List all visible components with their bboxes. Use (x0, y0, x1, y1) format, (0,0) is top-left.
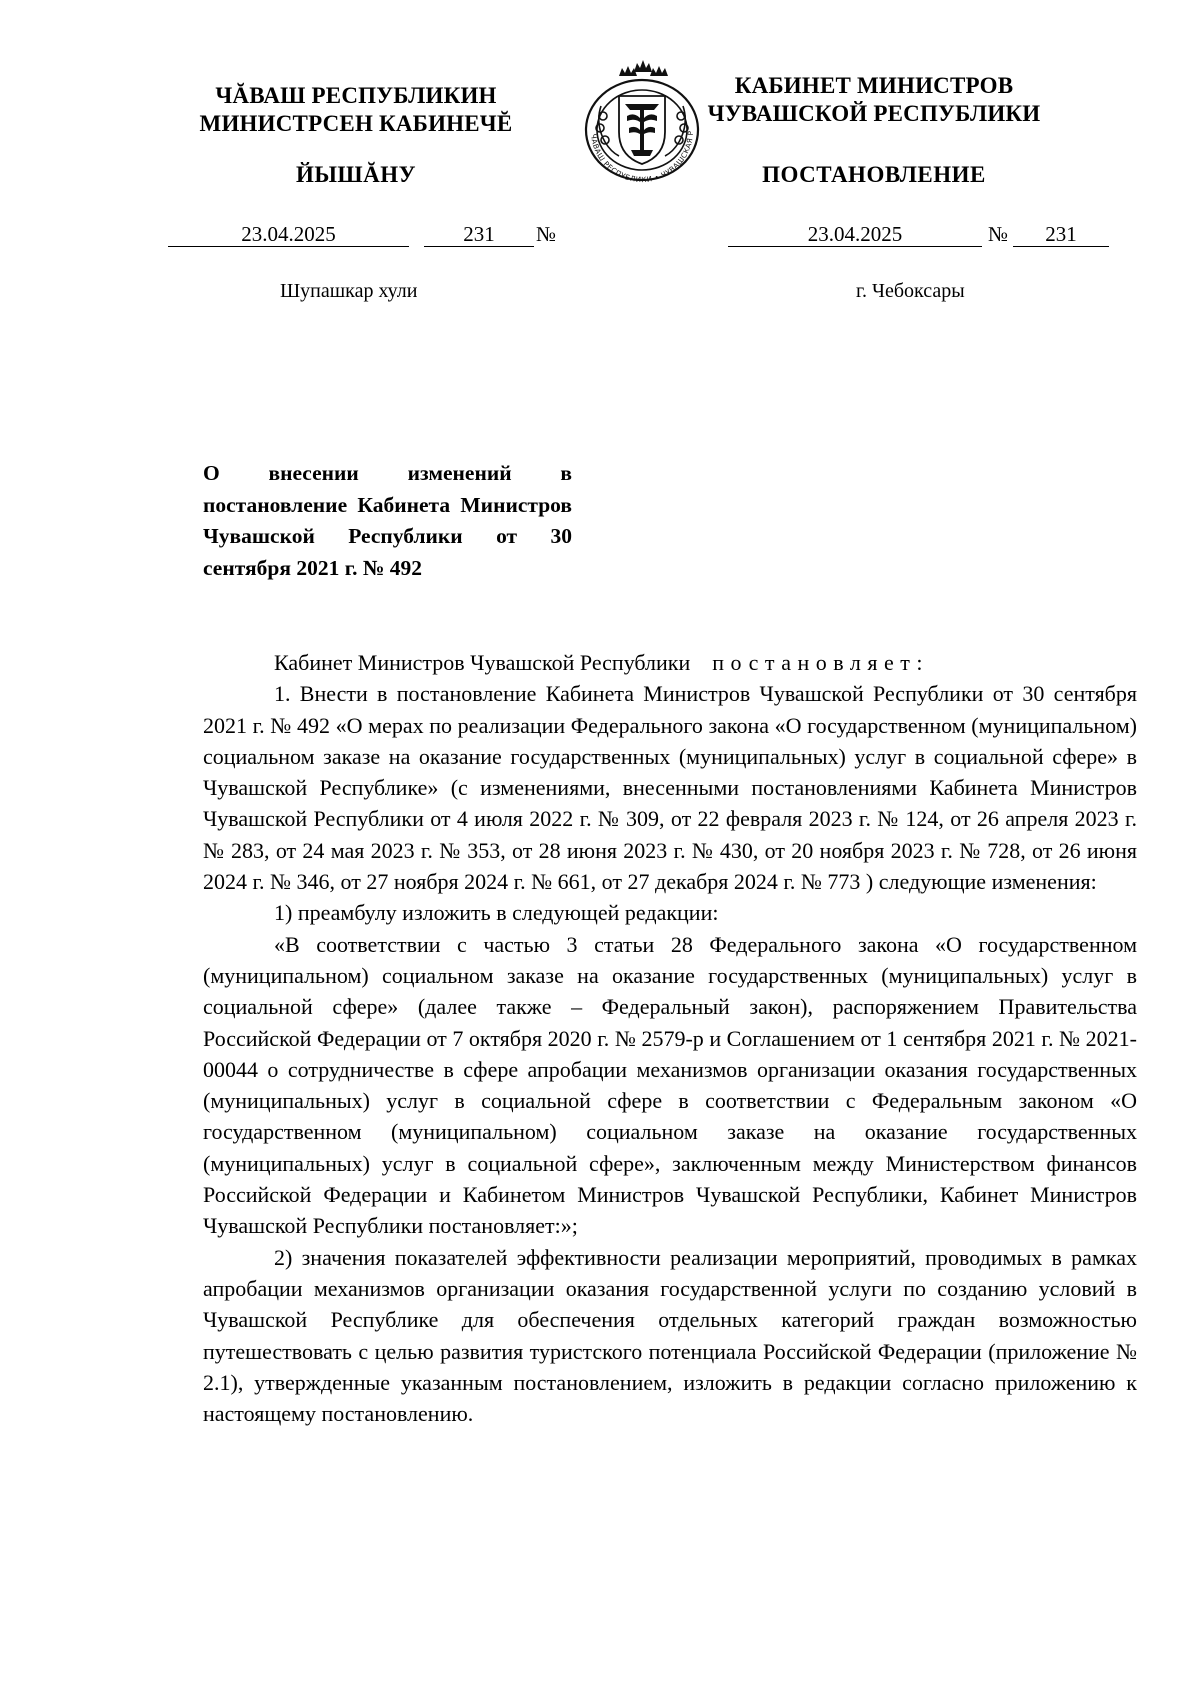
left-number-field: 231 (424, 222, 534, 247)
document-body (203, 647, 1137, 1429)
body-intro (203, 647, 1137, 678)
document-subject: О внесении изменений в постановление Кабинета Министров Чувашской Республики от 30 сентября 2021 г. № 492 (203, 461, 572, 580)
body-paragraph-3: «В соответствии с частью 3 статьи 28 Федерального закона «О государственном (муниципальном) социальном заказе на оказание государственных (муниципальных) услуг в социальной сфере» (далее также – Федеральный закон), распоряжением Правительства Российской Федерации от 7 октября 2020 г. № 2579-р и Соглашением от 1 сентября 2021 г. № 2021-00044 о сотрудничестве в сфере апробации механизмов организации оказания государственных (муниципальных) услуг в социальной сфере в соответствии с Федеральным законом «О государственном (муниципальном) социальном заказе на оказание государственных (муниципальных) услуг в социальной сфере», заключенным между Министерством финансов Российской Федерации и Кабинетом Министров Чувашской Республики, Кабинет Министров Чувашской Республики постановляет:»; (203, 931, 1137, 1239)
svg-text:ЧĂВАШ РЕСПУБЛИКИ • ЧУВАШСКАЯ Р: ЧĂВАШ РЕСПУБЛИКИ • ЧУВАШСКАЯ Р (589, 130, 696, 184)
right-date-field: 23.04.2025 (728, 222, 982, 247)
body-paragraph-2: 1) преамбулу изложить в следующей редакции: (274, 900, 719, 926)
intro-verb: постановляет: (712, 650, 929, 675)
left-number-sign: № (536, 222, 557, 246)
right-number-field: 231 (1013, 222, 1109, 247)
body-paragraph-1: 1. Внести в постановление Кабинета Министров Чувашской Республики от 30 сентября 2021 г. № 492 «О мерах по реализации Федерального закона «О государственном (муниципальном) социальном заказе на оказание государственных (муниципальных) услуг в социальной сфере» в Чувашской Республике» (с изменениями, внесенными постановлениями Кабинета Министров Чувашской Республики от 4 июля 2022 г. № 309, от 22 февраля 2023 г. № 124, от 26 апреля 2023 г. № 283, от 24 мая 2023 г. № 353, от 28 июня 2023 г. № 430, от 20 ноября 2023 г. № 728, от 26 июня 2024 г. № 346, от 27 ноября 2024 г. № 661, от 27 декабря 2024 г. № 773 ) следующие изменения: (203, 681, 1137, 895)
body-paragraph-4: 2) значения показателей эффективности реализации мероприятий, проводимых в рамках апробации механизмов организации оказания государственной услуги по созданию условий в Чувашской Республике для обеспечения отдельных категорий граждан возможностью путешествовать с целью развития туристского потенциала Российской Федерации (приложение № 2.1), утвержденные указанным постановлением, изложить в редакции согласно приложению к настоящему постановлению. (203, 1244, 1137, 1427)
left-org-name: ЧĂВАШ РЕСПУБЛИКИН МИНИСТРСЕН КАБИНЕЧĔ (199, 83, 513, 136)
right-org-name: КАБИНЕТ МИНИСТРОВ ЧУВАШСКОЙ РЕСПУБЛИКИ (707, 73, 1041, 126)
left-city: Шупашкар хули (280, 280, 418, 302)
right-number-sign: № (988, 222, 1009, 246)
right-city: г. Чебоксары (856, 280, 965, 302)
left-date-field: 23.04.2025 (168, 222, 409, 247)
left-doc-title: ЙЫШĂНУ (295, 162, 417, 187)
right-doc-title: ПОСТАНОВЛЕНИЕ (762, 162, 986, 187)
intro-prefix: Кабинет Министров Чувашской Республики (274, 650, 691, 675)
